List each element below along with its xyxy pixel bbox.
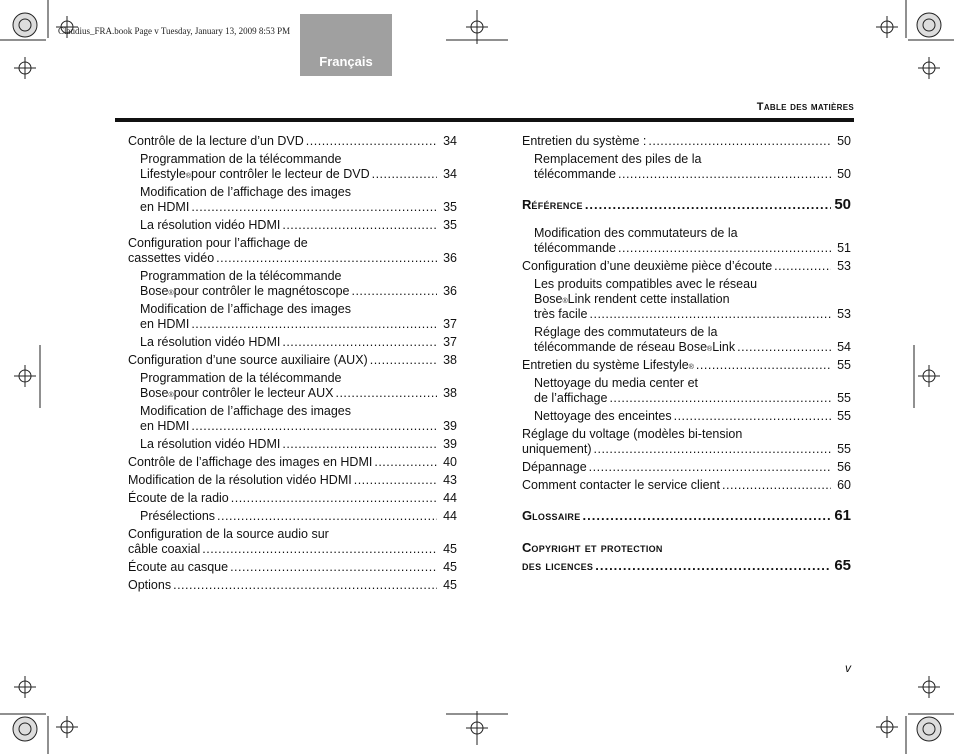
toc-entry-text: Réglage des commutateurs de la	[534, 325, 718, 339]
toc-page-number: 38	[443, 353, 457, 367]
toc-page-number: 34	[443, 167, 457, 181]
toc-entry-line	[140, 371, 457, 386]
dot-leader	[282, 218, 437, 233]
dot-leader	[202, 542, 437, 557]
toc-entry-line	[534, 167, 851, 182]
toc-entry-text: Configuration d’une deuxième pièce d’écoute	[522, 259, 773, 273]
crop-mark-bottom-right	[876, 676, 954, 754]
dot-leader	[589, 460, 831, 475]
toc-entry-line	[522, 507, 851, 525]
toc-entry	[128, 335, 457, 350]
toc-entry-text: Nettoyage des enceintes	[534, 409, 672, 423]
toc-entry	[522, 277, 851, 322]
toc-page-number: 55	[837, 409, 851, 423]
toc-entry	[128, 134, 457, 149]
toc-entry-line	[128, 491, 457, 506]
toc-entry-text: cassettes vidéo	[128, 251, 215, 265]
toc-entry	[128, 371, 457, 401]
dot-leader	[351, 284, 437, 299]
toc-entry-line	[522, 259, 851, 274]
toc-entry-text: en HDMI	[140, 200, 190, 214]
toc-page-number: 55	[837, 442, 851, 456]
toc-page-number: 36	[443, 284, 457, 298]
dot-leader	[696, 358, 831, 373]
toc-page-number: 50	[834, 196, 851, 213]
toc-entry-line: Bose ® Link rendent cette installation	[534, 292, 730, 306]
toc-entry-line	[140, 200, 457, 215]
toc-entry	[128, 509, 457, 524]
toc-entry-line	[522, 442, 851, 457]
toc-entry-line: Bose ® pour contrôler le lecteur AUX ..... 38	[140, 386, 457, 401]
toc-entry-line	[140, 185, 457, 200]
dot-leader	[618, 167, 831, 182]
dot-leader	[335, 386, 437, 401]
dot-leader	[282, 437, 437, 452]
toc-entry-text: Options	[128, 578, 172, 592]
toc-entry-line	[534, 277, 851, 292]
page-number: v	[845, 661, 851, 675]
toc-entry-text: Modification de l’affichage des images	[140, 185, 352, 199]
toc-page-number: 45	[443, 578, 457, 592]
dot-leader	[618, 241, 831, 256]
toc-entry-line	[140, 152, 457, 167]
crop-mark-top-left	[0, 0, 78, 79]
toc-entry-text-cont: pour contrôler le magnétoscope	[173, 284, 350, 298]
dot-leader	[370, 353, 437, 368]
toc-page-number: 36	[443, 251, 457, 265]
toc-entry-text: Modification de la résolution vidéo HDMI	[128, 473, 352, 487]
toc-entry-line	[534, 376, 851, 391]
dot-leader	[282, 335, 437, 350]
toc-entry-text: Remplacement des piles de la	[534, 152, 702, 166]
toc-entry-text: Entretien du système :	[522, 134, 647, 148]
header-rule	[115, 118, 854, 122]
dot-leader	[609, 391, 831, 406]
toc-entry-line	[140, 404, 457, 419]
toc-entry-line	[140, 335, 457, 350]
toc-page-number: 54	[837, 340, 851, 354]
running-head	[757, 101, 854, 113]
toc-entry-text: Réglage du voltage (modèles bi-tension	[522, 427, 743, 441]
toc-entry	[128, 353, 457, 368]
toc-entry-text: Configuration pour l’affichage de	[128, 236, 308, 250]
toc-entry	[128, 185, 457, 215]
dot-leader	[191, 200, 437, 215]
dot-leader	[585, 196, 831, 214]
toc-entry	[522, 427, 851, 457]
toc-entry-line: Entretien du système Lifestyle ® ..... 55	[522, 358, 851, 373]
dot-leader	[648, 134, 831, 149]
dot-leader	[354, 473, 437, 488]
toc-entry-line	[140, 218, 457, 233]
section-title-initial: R	[522, 197, 532, 212]
toc-entry-line	[140, 509, 457, 524]
toc-page-number: 39	[443, 419, 457, 433]
toc-entry-line	[128, 473, 457, 488]
toc-entry-line	[140, 419, 457, 434]
dot-leader	[374, 455, 437, 470]
section-title-rest: lossaire	[532, 508, 581, 523]
toc-entry-line	[128, 560, 457, 575]
dot-leader	[230, 560, 437, 575]
dot-leader	[590, 307, 832, 322]
toc-page-number: 37	[443, 335, 457, 349]
toc-entry-text: Modification des commutateurs de la	[534, 226, 738, 240]
toc-page-number: 45	[443, 560, 457, 574]
toc-entry-line	[534, 307, 851, 322]
toc-entry-line	[140, 269, 457, 284]
toc-page-number: 50	[837, 167, 851, 181]
toc-entry	[128, 269, 457, 299]
toc-entry	[128, 491, 457, 506]
toc-entry-line	[522, 427, 851, 442]
toc-entry-line	[128, 251, 457, 266]
section-title-initial: G	[522, 508, 533, 523]
toc-entry-text-cont: pour contrôler le lecteur de DVD	[191, 167, 370, 181]
toc-entry-text: très facile	[534, 307, 588, 321]
toc-entry-text: Les produits compatibles avec le réseau	[534, 277, 758, 291]
toc-page-number: 65	[834, 557, 851, 574]
toc-entry	[128, 152, 457, 182]
toc-page-number: 35	[443, 218, 457, 232]
toc-entry-text: Contrôle de l’affichage des images en HDMI	[128, 455, 373, 469]
toc-entry	[128, 473, 457, 488]
toc-entry	[128, 578, 457, 593]
toc-entry-text: Configuration de la source audio sur	[128, 527, 329, 541]
toc-page-number: 45	[443, 542, 457, 556]
toc-entry-text: câble coaxial	[128, 542, 201, 556]
toc-entry-text: Bose	[534, 292, 563, 306]
toc-page-number: 40	[443, 455, 457, 469]
toc-entry-text: Programmation de la télécommande	[140, 269, 342, 283]
toc-section-heading	[522, 507, 851, 525]
toc-entry-line	[522, 134, 851, 149]
toc-entry	[522, 409, 851, 424]
toc-entry-line	[128, 353, 457, 368]
toc-entry-text-cont: pour contrôler le lecteur AUX	[173, 386, 334, 400]
toc-entry-text: Bose	[140, 284, 169, 298]
toc-entry-text: Contrôle de la lecture d’un DVD	[128, 134, 304, 148]
toc-entry-line	[128, 578, 457, 593]
toc-entry-line	[140, 317, 457, 332]
toc-page-number: 51	[837, 241, 851, 255]
dot-leader	[594, 442, 832, 457]
crop-mark-mid-right	[914, 345, 940, 408]
toc-entry	[128, 404, 457, 434]
section-title-rest: éférence	[531, 197, 583, 212]
toc-page-number: 60	[837, 478, 851, 492]
toc-entry-text: Écoute au casque	[128, 560, 229, 574]
toc-entry	[128, 236, 457, 266]
toc-entry-line	[534, 226, 851, 241]
toc-entry-line	[522, 539, 851, 557]
toc-entry-line	[534, 409, 851, 424]
section-title-initial: C	[522, 540, 532, 555]
toc-page-number: 43	[443, 473, 457, 487]
toc-entry-line: Lifestyle ® pour contrôler le lecteur de DVD ..... 34	[140, 167, 457, 182]
dot-leader	[737, 340, 831, 355]
toc-entry-line	[534, 241, 851, 256]
toc-entry-line	[522, 196, 851, 214]
toc-entry-text: télécommande de réseau Bose	[534, 340, 708, 354]
toc-entry-text: Modification de l’affichage des images	[140, 404, 352, 418]
toc-entry-text: Modification de l’affichage des images	[140, 302, 352, 316]
toc-entry-text: en HDMI	[140, 317, 190, 331]
dot-leader	[191, 317, 437, 332]
toc-entry-text: La résolution vidéo HDMI	[140, 335, 281, 349]
toc-entry-line	[522, 557, 851, 575]
toc-page-number: 39	[443, 437, 457, 451]
dot-leader	[191, 419, 437, 434]
toc-section-heading	[522, 196, 851, 214]
book-file-header: Claudius_FRA.book Page v Tuesday, January 13, 2009 8:53 PM	[58, 26, 291, 36]
toc-entry-text: Dépannage	[522, 460, 587, 474]
toc-entry-text: Comment contacter le service client	[522, 478, 720, 492]
toc-entry	[128, 437, 457, 452]
toc-entry-text: Entretien du système Lifestyle	[522, 358, 689, 372]
toc-right-column	[522, 134, 851, 587]
toc-entry-text: Lifestyle	[140, 167, 186, 181]
toc-entry-line	[534, 152, 851, 167]
toc-entry-line	[534, 325, 851, 340]
toc-entry-text: La résolution vidéo HDMI	[140, 218, 281, 232]
toc-entry	[128, 218, 457, 233]
toc-entry	[522, 259, 851, 274]
dot-leader	[306, 134, 437, 149]
toc-entry-text: La résolution vidéo HDMI	[140, 437, 281, 451]
toc-entry	[522, 478, 851, 493]
toc-entry	[128, 527, 457, 557]
toc-entry	[522, 226, 851, 256]
toc-entry	[128, 560, 457, 575]
toc-entry-text: en HDMI	[140, 419, 190, 433]
toc-entry	[522, 134, 851, 149]
toc-page-number: 38	[443, 386, 457, 400]
toc-entry-line	[128, 527, 457, 542]
toc-entry-text-cont: Link	[712, 340, 736, 354]
toc-page-number: 34	[443, 134, 457, 148]
toc-entry-line	[128, 542, 457, 557]
crop-mark-bottom-center	[446, 711, 508, 745]
dot-leader	[583, 507, 831, 525]
dot-leader	[372, 167, 437, 182]
toc-page-number: 44	[443, 491, 457, 505]
toc-entry	[522, 460, 851, 475]
toc-left-column	[128, 134, 457, 596]
toc-page-number: 37	[443, 317, 457, 331]
toc-entry-text: Présélections	[140, 509, 216, 523]
toc-entry-line: Bose ® pour contrôler le magnétoscope ..... 36	[140, 284, 457, 299]
toc-entry-line: télécommande de réseau Bose ® Link ..... 54	[534, 340, 851, 355]
toc-entry-line	[534, 391, 851, 406]
dot-leader	[674, 409, 831, 424]
toc-page-number: 53	[837, 259, 851, 273]
running-head-rest: able des matières	[763, 101, 854, 113]
toc-entry-text-cont: Link rendent cette installation	[567, 292, 730, 306]
dot-leader	[173, 578, 437, 593]
toc-entry-line	[522, 460, 851, 475]
crop-mark-mid-left	[14, 345, 40, 408]
toc-entry-text: Configuration d’une source auxiliaire (AUX)	[128, 353, 368, 367]
toc-entry	[522, 325, 851, 355]
toc-entry-line	[128, 134, 457, 149]
toc-entry-text: Bose	[140, 386, 169, 400]
dot-leader	[216, 251, 437, 266]
toc-page-number: 50	[837, 134, 851, 148]
toc-entry-text: Nettoyage du media center et	[534, 376, 698, 390]
toc-page-number: 56	[837, 460, 851, 474]
toc-entry-text: de l’affichage	[534, 391, 608, 405]
toc-entry	[522, 376, 851, 406]
language-tab: Français	[300, 14, 392, 76]
dot-leader	[774, 259, 831, 274]
dot-leader	[217, 509, 437, 524]
toc-entry-line	[128, 236, 457, 251]
toc-page-number: 44	[443, 509, 457, 523]
running-head-initial: T	[756, 101, 764, 113]
toc-entry	[128, 302, 457, 332]
crop-mark-top-center	[446, 10, 508, 44]
toc-section-heading	[522, 539, 851, 575]
toc-page-number: 55	[837, 358, 851, 372]
toc-entry-line	[140, 437, 457, 452]
section-title-rest: opyright et protection	[531, 540, 663, 555]
crop-mark-top-right	[876, 0, 954, 79]
dot-leader	[231, 491, 437, 506]
dot-leader	[722, 478, 831, 493]
toc-entry-text: Programmation de la télécommande	[140, 152, 342, 166]
section-title-text: des licences	[522, 558, 594, 573]
crop-mark-bottom-left	[0, 676, 78, 754]
toc-entry	[128, 455, 457, 470]
toc-entry-text: uniquement)	[522, 442, 592, 456]
toc-entry-text: Programmation de la télécommande	[140, 371, 342, 385]
toc-page-number: 61	[834, 507, 851, 524]
toc-entry-text: télécommande	[534, 241, 616, 255]
toc-entry	[522, 152, 851, 182]
toc-entry-line	[128, 455, 457, 470]
toc-entry-line	[522, 478, 851, 493]
toc-entry-text: télécommande	[534, 167, 616, 181]
toc-entry-text: Écoute de la radio	[128, 491, 229, 505]
toc-entry-line	[140, 302, 457, 317]
toc-page-number: 35	[443, 200, 457, 214]
toc-page-number: 53	[837, 307, 851, 321]
toc-entry	[522, 358, 851, 373]
dot-leader	[595, 557, 831, 575]
toc-page-number: 55	[837, 391, 851, 405]
